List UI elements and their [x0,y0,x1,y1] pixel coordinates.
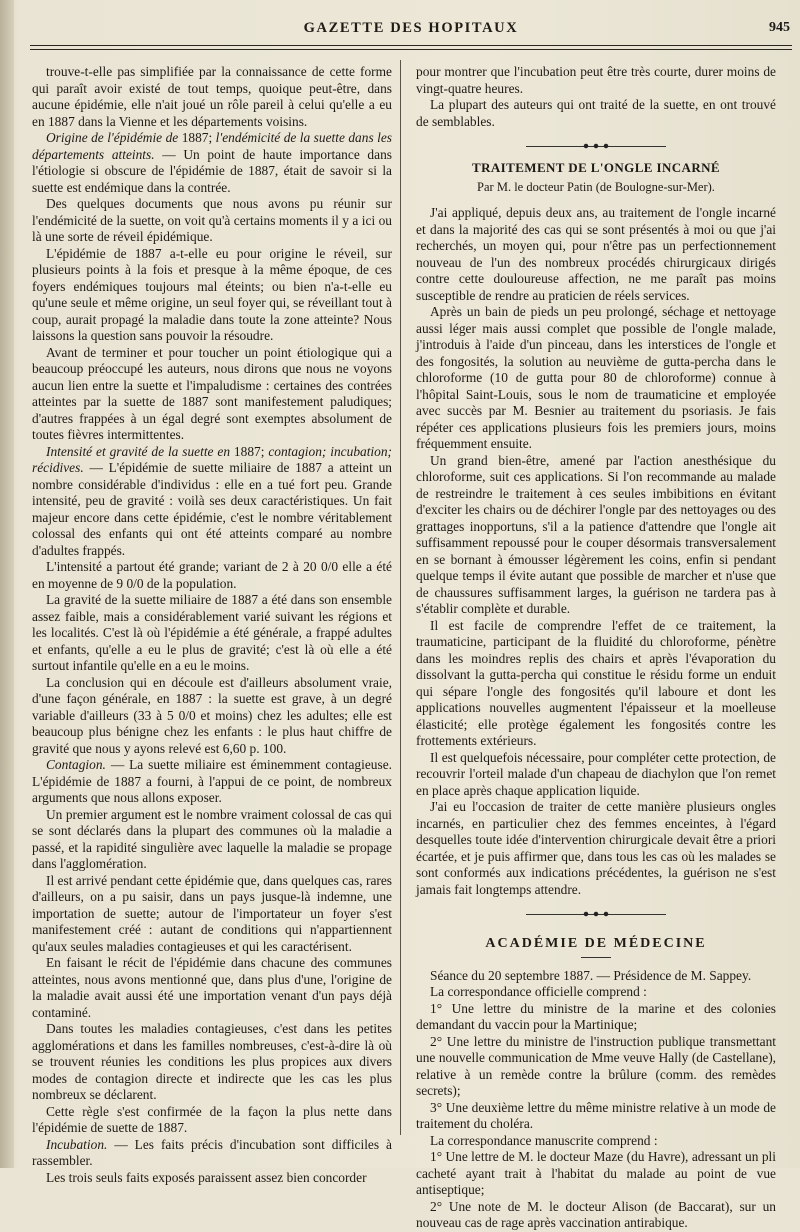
ongle-paragraph: J'ai appliqué, depuis deux ans, au traitement de l'ongle incarné et dans la majorité des cas qui se sont présentés à moi ou que j'ai recherchés, un moyen qui, pour n'être pas un perfectionnement nouveau de l'un des nombreux procédés chirurgicaux dirigés contre cette douloureuse affection, ne me paraît pas moins susceptible de rendre au praticien de réels services. [416,205,776,303]
header-rule [30,45,792,46]
page-header [30,18,792,40]
header-rule-thin [30,49,792,50]
academy-title: ACADÉMIE DE MÉDECINE [485,936,707,951]
subsection-text: — Les faits précis d'incubation sont difficiles à rassembler. [32,1136,392,1168]
suette-paragraph: Des quelques documents que nous avons pu réunir sur l'endémicité de la suette, on voit qu'à certains moments il y a ici ou là une sorte de réveil épidémique. [32,196,392,244]
page-binding-edge [0,0,14,1168]
subsection-text: — La suette miliaire est éminemment contagieuse. L'épidémie de 1887 a fourni, à l'appui de ce point, de nombreux arguments que nous allons exposer. [32,757,392,805]
suette-continuation [416,64,776,130]
ongle-paragraph: Il est quelquefois nécessaire, pour compléter cette protection, de recouvrir l'orteil malade d'un chapeau de diachylon que l'on remet en place après chaque application liquide. [416,749,776,798]
academy-paragraph: 1° Une lettre de M. le docteur Maze (du Havre), adressant un pli cacheté ayant trait à l'habitat du malade au point de vue antiseptique; [416,1149,776,1197]
subsection-heading: Incubation. [46,1136,108,1152]
suette-paragraph: Dans toutes les maladies contagieuses, c'est dans les petites agglomérations et dans les familles nombreuses, c'est-à-dire là où se trouvent réunies les conditions les plus propices aux divers modes de contagion directe et indirecte que les cas les plus nombreux se déclarent. [32,1021,392,1102]
academy-paragraph: La correspondance manuscrite comprend : [430,1132,658,1148]
suette-paragraph: Un premier argument est le nombre vraiment colossal de cas qui se sont déclarés dans la plupart des communes où la maladie a passé, et la rapidité singulière avec laquelle la maladie se propage dans l'agglomération. [32,806,392,871]
page-number: 945 [769,20,790,35]
academy-paragraph: 2° Une note de M. le docteur Alison (de Baccarat), sur un nouveau cas de rage après vaccination antirabique. [416,1198,776,1230]
left-column [32,64,392,1186]
section-ornament [416,138,776,154]
ongle-paragraph: Un grand bien-être, amené par l'action anesthésique du chloroforme, suit ces applications. Si l'on recommande au malade de restreindre le traitement à ces seules imbibitions en évitant d'exciter les chairs ou de déchirer l'ongle par des nettoyages ou des grattages inopportuns, s'il a la patience d'attendre que l'ongle ait suffisamment repoussé pour le couper désormais transversalement en se bornant à émousser légèrement les coins, enfin si pendant quelque temps il évite autant que possible de marcher et n'use que de chaussures suffisamment larges, la guérison ne tardera pas à s'établir complète et durable. [416,452,776,616]
suette-paragraph: Avant de terminer et pour toucher un point étiologique qui a beaucoup préoccupé les auteurs, nous dirons que nous ne voyons aucun lien entre la suette et l'impaludisme : certaines des contrées atteintes par la suette de 1887 sont manifestement paludiques; d'autres frappées à un égal degré sont exemptes absolument de toutes fièvres intermittentes. [32,344,392,442]
subsection-text: — Un point de haute importance dans l'étiologie si obscure de l'épidémie de 1887, était de savoir si la suette est endémique dans la contrée. [32,146,392,195]
subsection-heading-rest: l'endémicité de la suette dans les départements atteints. [32,130,392,162]
column-divider [400,60,401,1135]
subsection-heading-rest: contagion; incubation; récidives. [32,443,392,475]
ongle-paragraph: Après un bain de pieds un peu prolongé, séchage et nettoyage aussi léger mais aussi complet que possible de l'ongle malade, j'introduis à l'aide d'un pinceau, dans les interstices de l'ongle et des fongosités, la solution au neuvième de gutta-percha dans le chloroforme (10 de gutta pour 80 de chloroforme) connue à l'hôpital Saint-Louis, sous le nom de traumaticine et employée avec succès par M. Besnier au traitement du psoriasis. Je fais répéter ces applications plusieurs fois les premiers jours, moins fréquemment ensuite. [416,304,776,451]
suette-paragraph [32,130,392,196]
subsection-heading: Origine de l'épidémie de [46,130,179,145]
suette-paragraph [32,444,392,560]
subsection-heading-year: 1887; [230,443,269,459]
ongle-paragraph: J'ai eu l'occasion de traiter de cette manière plusieurs ongles incarnés, en particulier chez des femmes enceintes, à l'égard desquelles toute idée d'intervention chirurgicale devait être a priori écartée, et je puis affirmer que, dans tous les cas où les malades se sont conformés aux indications précédentes, la guérison ne s'est jamais fait longtemps attendre. [416,799,776,897]
academy-paragraph: La correspondance officielle comprend : [430,984,647,999]
journal-title: GAZETTE DES HOPITAUX [303,20,519,36]
suette-paragraph: Il est arrivé pendant cette épidémie que, dans quelques cas, rares d'ailleurs, on a pu saisir, dans un pays jusque-là indemne, une importation de suette; autour de l'importateur un foyer s'est manifestement créé : autant de conditions qui n'appartiennent qu'aux seules maladies contagieuses et qui les caractérisent. [32,872,392,954]
academy-paragraph: 3° Une deuxième lettre du même ministre relative à un mode de traitement du choléra. [416,1099,776,1131]
suette-paragraph: trouve-t-elle pas simplifiée par la connaissance de cette forme qui paraît avoir existé de tout temps, quoique peut-être, dans aucune épidémie, elle n'ait joué un rôle pareil à celui qu'elle a eu en 1887 dans la Vienne et les départements voisins. [32,64,392,129]
suette-paragraph: En faisant le récit de l'épidémie dans chacune des communes atteintes, nous avons mentionné que, dans plus d'une, l'origine de la maladie avait aussi été une importation venant d'un pays déjà contaminé. [32,955,392,1020]
article-byline: Par M. le docteur Patin (de Boulogne-sur-Mer). [477,179,715,194]
academy-paragraph: 1° Une lettre du ministre de la marine et des colonies demandant du vaccin pour la Martinique; [416,1000,776,1032]
academy-paragraph: 2° Une lettre du ministre de l'instruction publique transmettant une nouvelle communication de Mme veuve Hally (de Castellane), relative à un remède contre la brûlure (comm. des remèdes secrets); [416,1033,776,1098]
academy-rule [581,957,611,958]
subsection-heading: Contagion. [46,757,106,772]
academy-paragraph: Séance du 20 septembre 1887. — Présidence de M. Sappey. [430,967,752,983]
ongle-article-body [416,205,776,898]
suette-paragraph: La conclusion qui en découle est d'ailleurs absolument vraie, d'une façon générale, en 1887 : la suette est grave, à un degré variable d'ailleurs (33 à 5 0/0 et moins) chez les adultes; elle est beaucoup plus bénigne chez les enfants : le plus haut chiffre de gravité que nous y ayons relevé est 6,60 p. 100. [32,674,392,756]
suette-paragraph: La plupart des auteurs qui ont traité de la suette, en ont trouvé de semblables. [416,97,776,129]
suette-paragraph [32,757,392,807]
ongle-paragraph: Il est facile de comprendre l'effet de ce traitement, la traumaticine, participant de la fluidité du chloroforme, pénètre dans les moindres replis des chairs et après l'évaporation du dissolvant la gutta-percha qui constitue le résidu forme un enduit qui sépare l'ongle des fongosités qu'il laboure et dont les applications nouvelles augmentent l'épaisseur et la moelleuse élasticité; elle protège également les fongosités contre les frottements extérieurs. [416,617,776,748]
suette-paragraph: La gravité de la suette miliaire de 1887 a été dans son ensemble assez faible, mais a considérablement varié suivant les régions et les localités. C'est là où l'épidémie a été générale, a frappé adultes et enfants, qu'elle a eu le plus de gravité; c'est là où elle a été surtout infantile qu'elle en a eu le moins. [32,592,392,673]
subsection-text: — L'épidémie de suette miliaire de 1887 a atteint un nombre considérable d'individus : elle en a tué fort peu. Grande intensité, peu de gravité : voilà ses deux caractéristiques. Un fait majeur encore dans cette épidémie, c'est le nombre véritablement colossal des enfants qui ont été atteints comparé au nombre d'adultes frappés. [32,460,392,558]
right-column [416,64,776,1232]
article-title: TRAITEMENT DE L'ONGLE INCARNÉ [472,160,720,175]
section-ornament [416,906,776,922]
suette-paragraph: Les trois seuls faits exposés paraissent assez bien concorder [46,1169,367,1185]
academy-body [416,968,776,1232]
suette-paragraph [32,1137,392,1170]
suette-paragraph: Cette règle s'est confirmée de la façon la plus nette dans l'épidémie de suette de 1887. [32,1103,392,1135]
suette-paragraph: L'intensité a partout été grande; variant de 2 à 20 0/0 elle a été en moyenne de 9 0/0 de la population. [32,559,392,591]
suette-paragraph: pour montrer que l'incubation peut être très courte, durer moins de vingt-quatre heures. [416,64,776,96]
suette-paragraph: L'épidémie de 1887 a-t-elle eu pour origine le réveil, sur plusieurs points à la fois et presque à la même époque, de ces foyers endémiques toujours mal éteints; ou bien n'a-t-elle eu qu'une seule et même origine, un seul foyer qui, se réveillant tout à coup, aurait propagé la maladie dans toute la zone atteinte? Nous laissons la question sans pouvoir la résoudre. [32,245,392,343]
subsection-heading-year: 1887; [178,130,216,145]
subsection-heading: Intensité et gravité de la suette en [46,443,231,459]
